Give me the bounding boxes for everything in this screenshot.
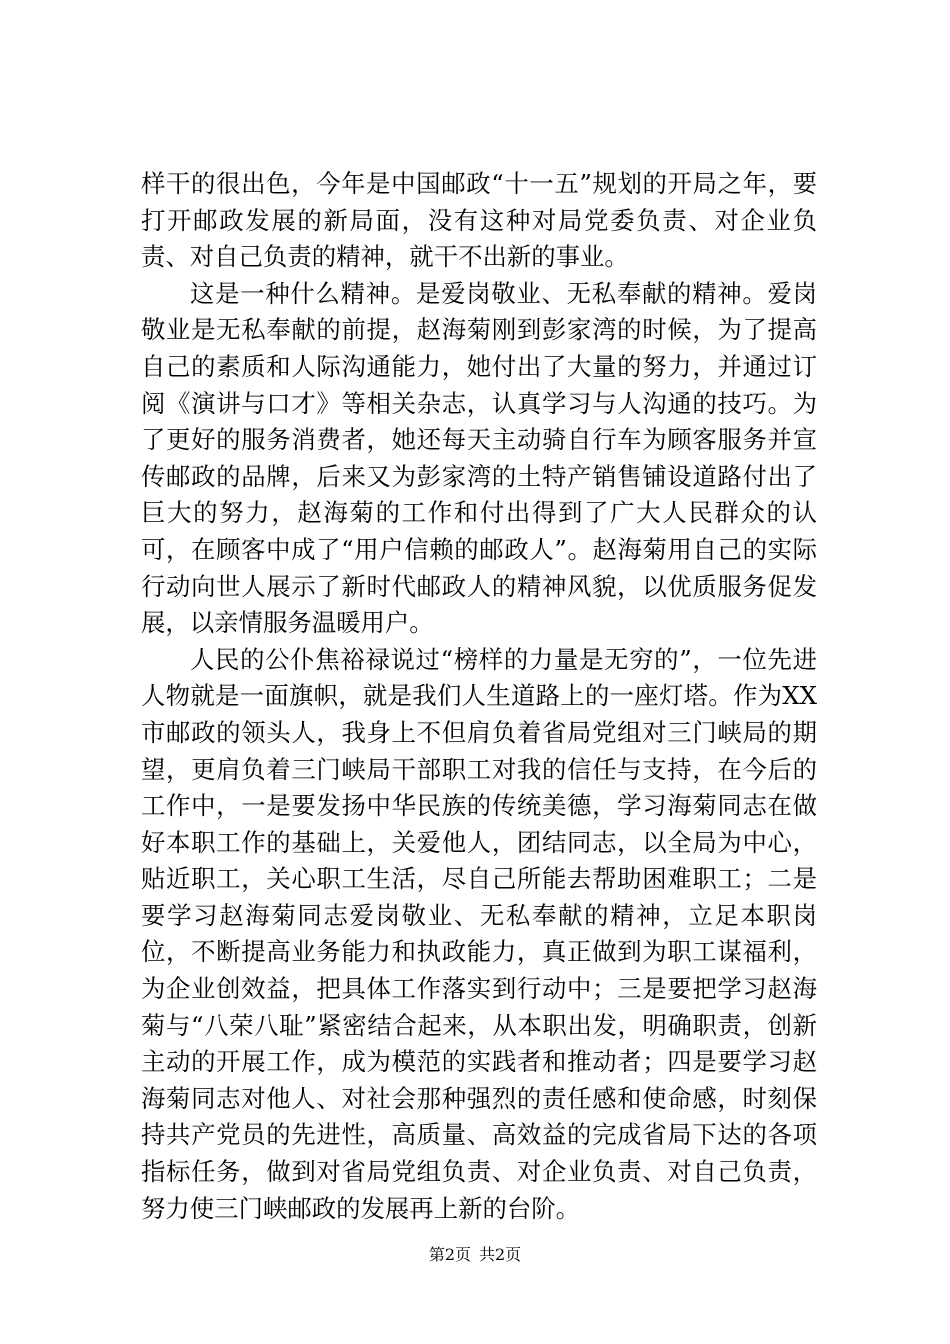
document-body (141, 166, 817, 1227)
page-number: 第2页 (428, 1245, 471, 1264)
paragraph-continuation: 样干的很出色，今年是中国邮政“十一五”规划的开局之年，要打开邮政发展的新局面，没有这种对局党委负责、对企业负责、对自己负责的精神，就干不出新的事业。 (141, 169, 817, 272)
paragraph-commitments: 人民的公仆焦裕禄说过“榜样的力量是无穷的”，一位先进人物就是一面旗帜，就是我们人生道路上的一座灯塔。作为XX市邮政的领头人，我身上不但肩负着省局党组对三门峡局的期望，更肩负着三门峡局干部职工对我的信任与支持，在今后的工作中，一是要发扬中华民族的传统美德，学习海菊同志在做好本职工作的基础上，关爱他人，团结同志，以全局为中心，贴近职工，关心职工生活，尽自己所能去帮助困难职工；二是要学习赵海菊同志爱岗敬业、无私奉献的精神，立足本职岗位，不断提高业务能力和执政能力，真正做到为职工谋福利，为企业创效益，把具体工作落实到行动中；三是要把学习赵海菊与“八荣八耻”紧密结合起来，从本职出发，明确职责，创新主动的开展工作，成为模范的实践者和推动者；四是要学习赵海菊同志对他人、对社会那种强烈的责任感和使命感，时刻保持共产党员的先进性，高质量、高效益的完成省局下达的各项指标任务，做到对省局党组负责、对企业负责、对自己负责，努力使三门峡邮政的发展再上新的台阶。 (141, 644, 817, 1223)
page-total: 共2页 (479, 1245, 522, 1264)
page-footer (0, 1245, 950, 1265)
paragraph-spirit: 这是一种什么精神。是爱岗敬业、无私奉献的精神。爱岗敬业是无私奉献的前提，赵海菊刚到彭家湾的时候，为了提高自己的素质和人际沟通能力，她付出了大量的努力，并通过订阅《演讲与口才》等相关杂志，认真学习与人沟通的技巧。为了更好的服务消费者，她还每天主动骑自行车为顾客服务并宣传邮政的品牌，后来又为彭家湾的土特产销售铺设道路付出了巨大的努力，赵海菊的工作和付出得到了广大人民群众的认可，在顾客中成了“用户信赖的邮政人”。赵海菊用自己的实际行动向世人展示了新时代邮政人的精神风貌，以优质服务促发展，以亲情服务温暖用户。 (141, 278, 817, 638)
